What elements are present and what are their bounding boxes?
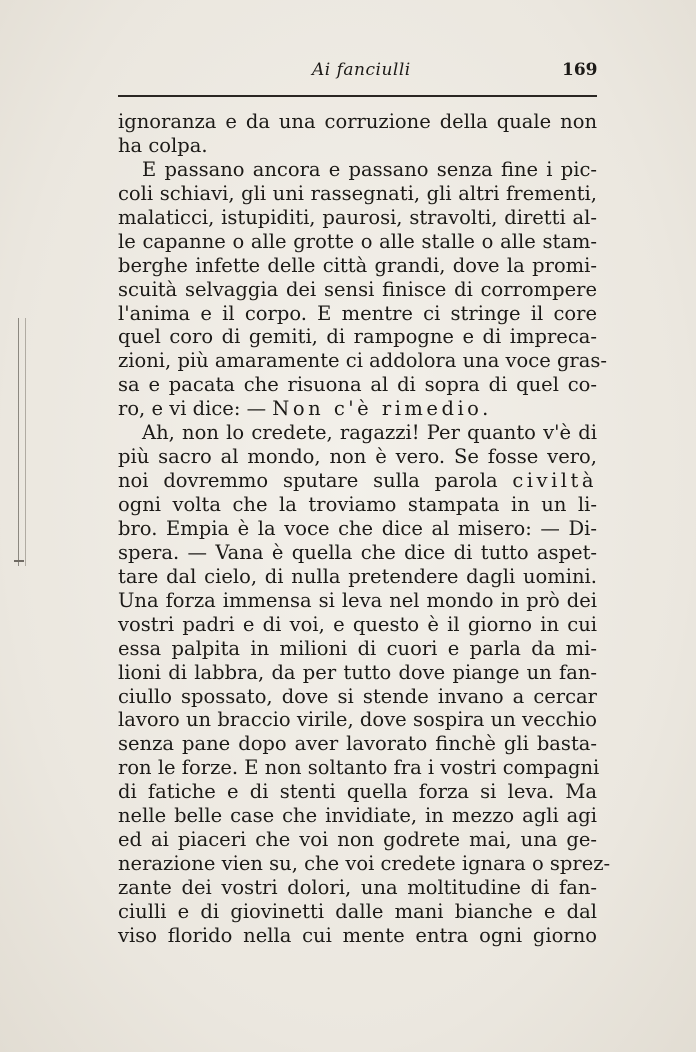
text-line: ignoranza e da una corruzione della quale non — [118, 110, 597, 133]
header-rule — [118, 95, 597, 97]
text-line: di fatiche e di stenti quella forza si leva. Ma — [118, 780, 597, 804]
text-line: essa palpita in milioni di cuori e parla da mi- — [118, 636, 597, 660]
text-line: ogni volta che la troviamo stampata in un li- — [118, 493, 597, 516]
text-line: Una forza immensa si leva nel mondo in prò dei — [118, 588, 597, 612]
text-line: vostri padri e di voi, e questo è il giorno in cui — [118, 612, 597, 636]
text-line: le capanne o alle grotte o alle stalle o alle stam- — [118, 229, 597, 253]
text-line: zioni, più amaramente ci addolora una voce gras- — [118, 349, 607, 373]
text-line: ed ai piaceri che voi non godrete mai, una ge- — [118, 828, 597, 852]
margin-pencil-tick — [14, 560, 24, 562]
page-number: 169 — [562, 60, 598, 80]
body-text — [118, 110, 611, 948]
text-line: lavoro un braccio virile, dove sospira un vecchio — [118, 708, 597, 732]
text-line: sa e pacata che risuona al di sopra di quel co- — [118, 373, 597, 397]
text-line: spera. — Vana è quella che dice di tutto aspet- — [118, 540, 597, 564]
text-line-composite — [118, 469, 597, 493]
text-line: quel coro di gemiti, di rampogne e di impreca- — [118, 325, 597, 349]
text-line: ciulli e di giovinetti dalle mani bianche e dal — [118, 899, 597, 923]
text-line: ciullo spossato, dove si stende invano a cercar — [118, 684, 597, 708]
text-line: nelle belle case che invidiate, in mezzo agli agi — [118, 804, 597, 828]
text-line: tare dal cielo, di nulla pretendere dagli uomini. — [118, 564, 597, 588]
text-line: scuità selvaggia dei sensi finisce di corrompere — [118, 277, 597, 301]
spaced-phrase: Non c'è rimedio. — [272, 397, 492, 421]
text-line: E passano ancora e passano senza fine i pic- — [142, 157, 597, 181]
text-line: zante dei vostri dolori, una moltitudine di fan- — [118, 876, 597, 899]
spaced-word: civiltà — [512, 469, 597, 493]
text-line: bro. Empia è la voce che dice al misero: — Di- — [118, 516, 597, 540]
text-line: coli schiavi, gli uni rassegnati, gli altri frementi, — [118, 181, 597, 205]
text-line: più sacro al mondo, non è vero. Se fosse vero, — [118, 445, 597, 469]
text-line: nerazione vien su, che voi credete ignara o sprez- — [118, 852, 611, 876]
text-line: viso florido nella cui mente entra ogni giorno — [118, 923, 597, 947]
text-line: lioni di labbra, da per tutto dove piange un fan- — [118, 660, 597, 684]
text-line-start: noi dovremmo sputare sulla parola — [118, 469, 513, 493]
text-line-start: ro, e vi dice: — — [118, 397, 273, 421]
text-line: berghe infette delle città grandi, dove la promi- — [118, 253, 597, 277]
text-line: ron le forze. E non soltanto fra i vostri compagni — [118, 756, 600, 780]
text-line: l'anima e il corpo. E mentre ci stringe il core — [118, 301, 597, 325]
text-line-composite — [118, 397, 597, 421]
text-line: ha colpa. — [118, 133, 208, 157]
text-line: senza pane dopo aver lavorato finchè gli basta- — [118, 732, 597, 756]
text-line: Ah, non lo credete, ragazzi! Per quanto v'è di — [142, 421, 597, 445]
running-title: Ai fanciulli — [312, 60, 411, 80]
text-line: malaticci, istupiditi, paurosi, stravolti, diretti al- — [118, 205, 597, 229]
margin-pencil-mark — [18, 318, 26, 566]
